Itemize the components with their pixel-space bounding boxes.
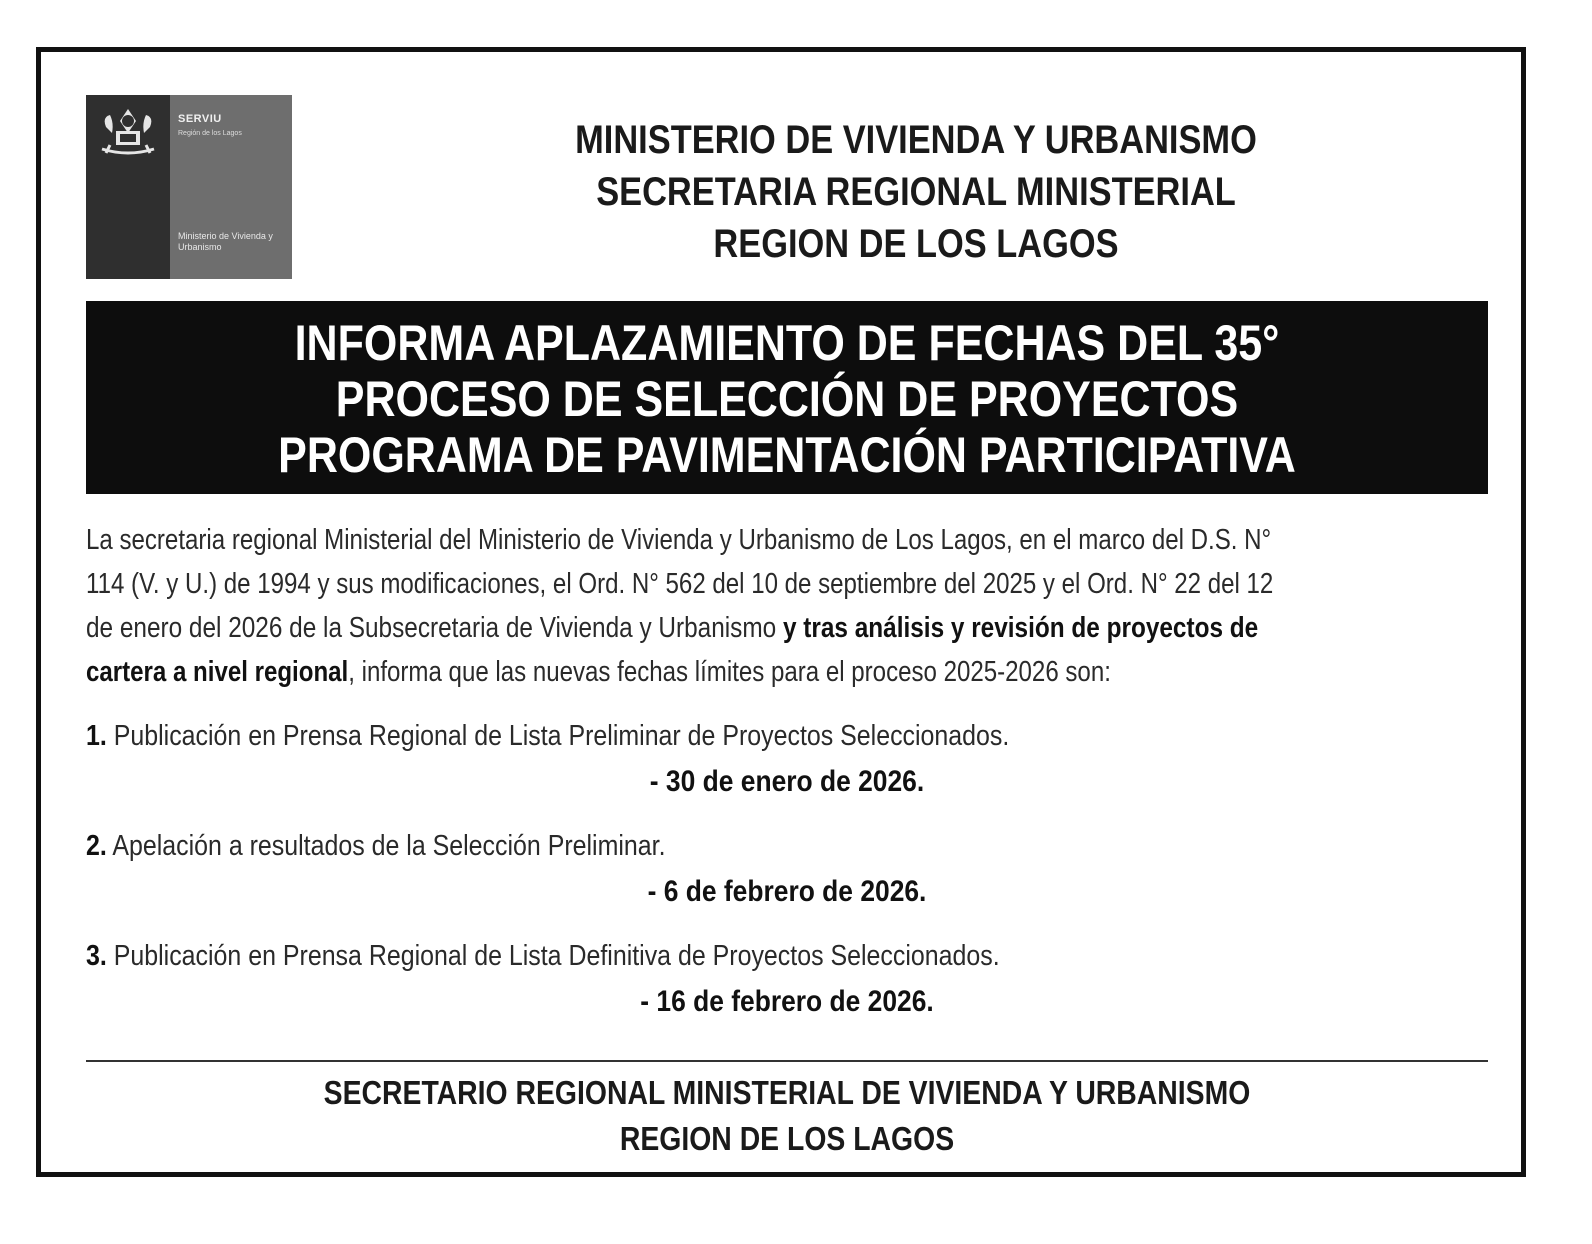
footer-divider	[86, 1060, 1488, 1062]
intro-line-2: 114 (V. y U.) de 1994 y sus modificaciones, el Ord. N° 562 del 10 de septiembre del 2025 y el Ord. N° 22 del 12	[86, 568, 1274, 600]
logo-gray-panel	[170, 95, 292, 279]
header-line-1: MINISTERIO DE VIVIENDA Y URBANISMO	[575, 118, 1257, 162]
intro-line-4-bold: cartera a nivel regional	[86, 656, 349, 688]
logo-dark-panel	[86, 95, 170, 279]
ministry-header	[422, 114, 1411, 270]
item-3-text: Publicación en Prensa Regional de Lista Definitiva de Proyectos Seleccionados.	[106, 940, 1000, 972]
item-1-text: Publicación en Prensa Regional de Lista Preliminar de Proyectos Seleccionados.	[106, 720, 1010, 752]
item-3-description	[86, 936, 1292, 976]
notice-frame	[36, 47, 1526, 1177]
intro-line-4-text: , informa que las nuevas fechas límites para el proceso 2025-2026 son:	[348, 656, 1111, 688]
announcement-banner	[86, 301, 1488, 494]
intro-line-3	[86, 606, 1264, 650]
item-3-date: - 16 de febrero de 2026.	[640, 985, 934, 1018]
item-2-number: 2.	[86, 830, 107, 862]
item-1-date: - 30 de enero de 2026.	[649, 765, 925, 798]
ministry-label: Ministerio de Vivienda y Urbanismo	[178, 231, 273, 252]
signature-footer	[184, 1070, 1390, 1162]
banner-line-1: INFORMA APLAZAMIENTO DE FECHAS DEL 35°	[294, 315, 1280, 371]
serviu-logo	[86, 95, 292, 279]
footer-line-1: SECRETARIO REGIONAL MINISTERIAL DE VIVIENDA Y URBANISMO	[323, 1074, 1251, 1111]
serviu-region: Región de los Lagos	[178, 130, 242, 137]
banner-line-3: PROGRAMA DE PAVIMENTACIÓN PARTICIPATIVA	[278, 427, 1296, 483]
intro-line-4	[86, 650, 1250, 694]
serviu-brand: SERVIU	[178, 113, 222, 125]
list-item	[86, 826, 1488, 912]
chile-coat-of-arms-icon	[92, 103, 164, 159]
intro-line-1: La secretaria regional Ministerial del Ministerio de Vivienda y Urbanismo de Los Lagos, en el marco del D.S. N°	[86, 524, 1272, 556]
header-line-3: REGION DE LOS LAGOS	[713, 222, 1119, 266]
footer-line-2: REGION DE LOS LAGOS	[619, 1120, 955, 1157]
item-1-description	[86, 716, 1292, 756]
intro-line-3-bold: y tras análisis y revisión de proyectos de	[782, 612, 1259, 644]
banner-line-2: PROCESO DE SELECCIÓN DE PROYECTOS	[335, 371, 1239, 427]
item-1-number: 1.	[86, 720, 107, 752]
intro-line-3-text: de enero del 2026 de la Subsecretaria de Vivienda y Urbanismo	[86, 612, 783, 644]
item-2-date: - 6 de febrero de 2026.	[647, 875, 927, 908]
item-3-number: 3.	[86, 940, 107, 972]
list-item	[86, 936, 1488, 1022]
item-2-description	[86, 826, 1292, 866]
list-item	[86, 716, 1488, 802]
header-line-2: SECRETARIA REGIONAL MINISTERIAL	[596, 170, 1236, 214]
intro-paragraph	[86, 518, 1488, 694]
item-2-text: Apelación a resultados de la Selección Preliminar.	[106, 830, 666, 862]
